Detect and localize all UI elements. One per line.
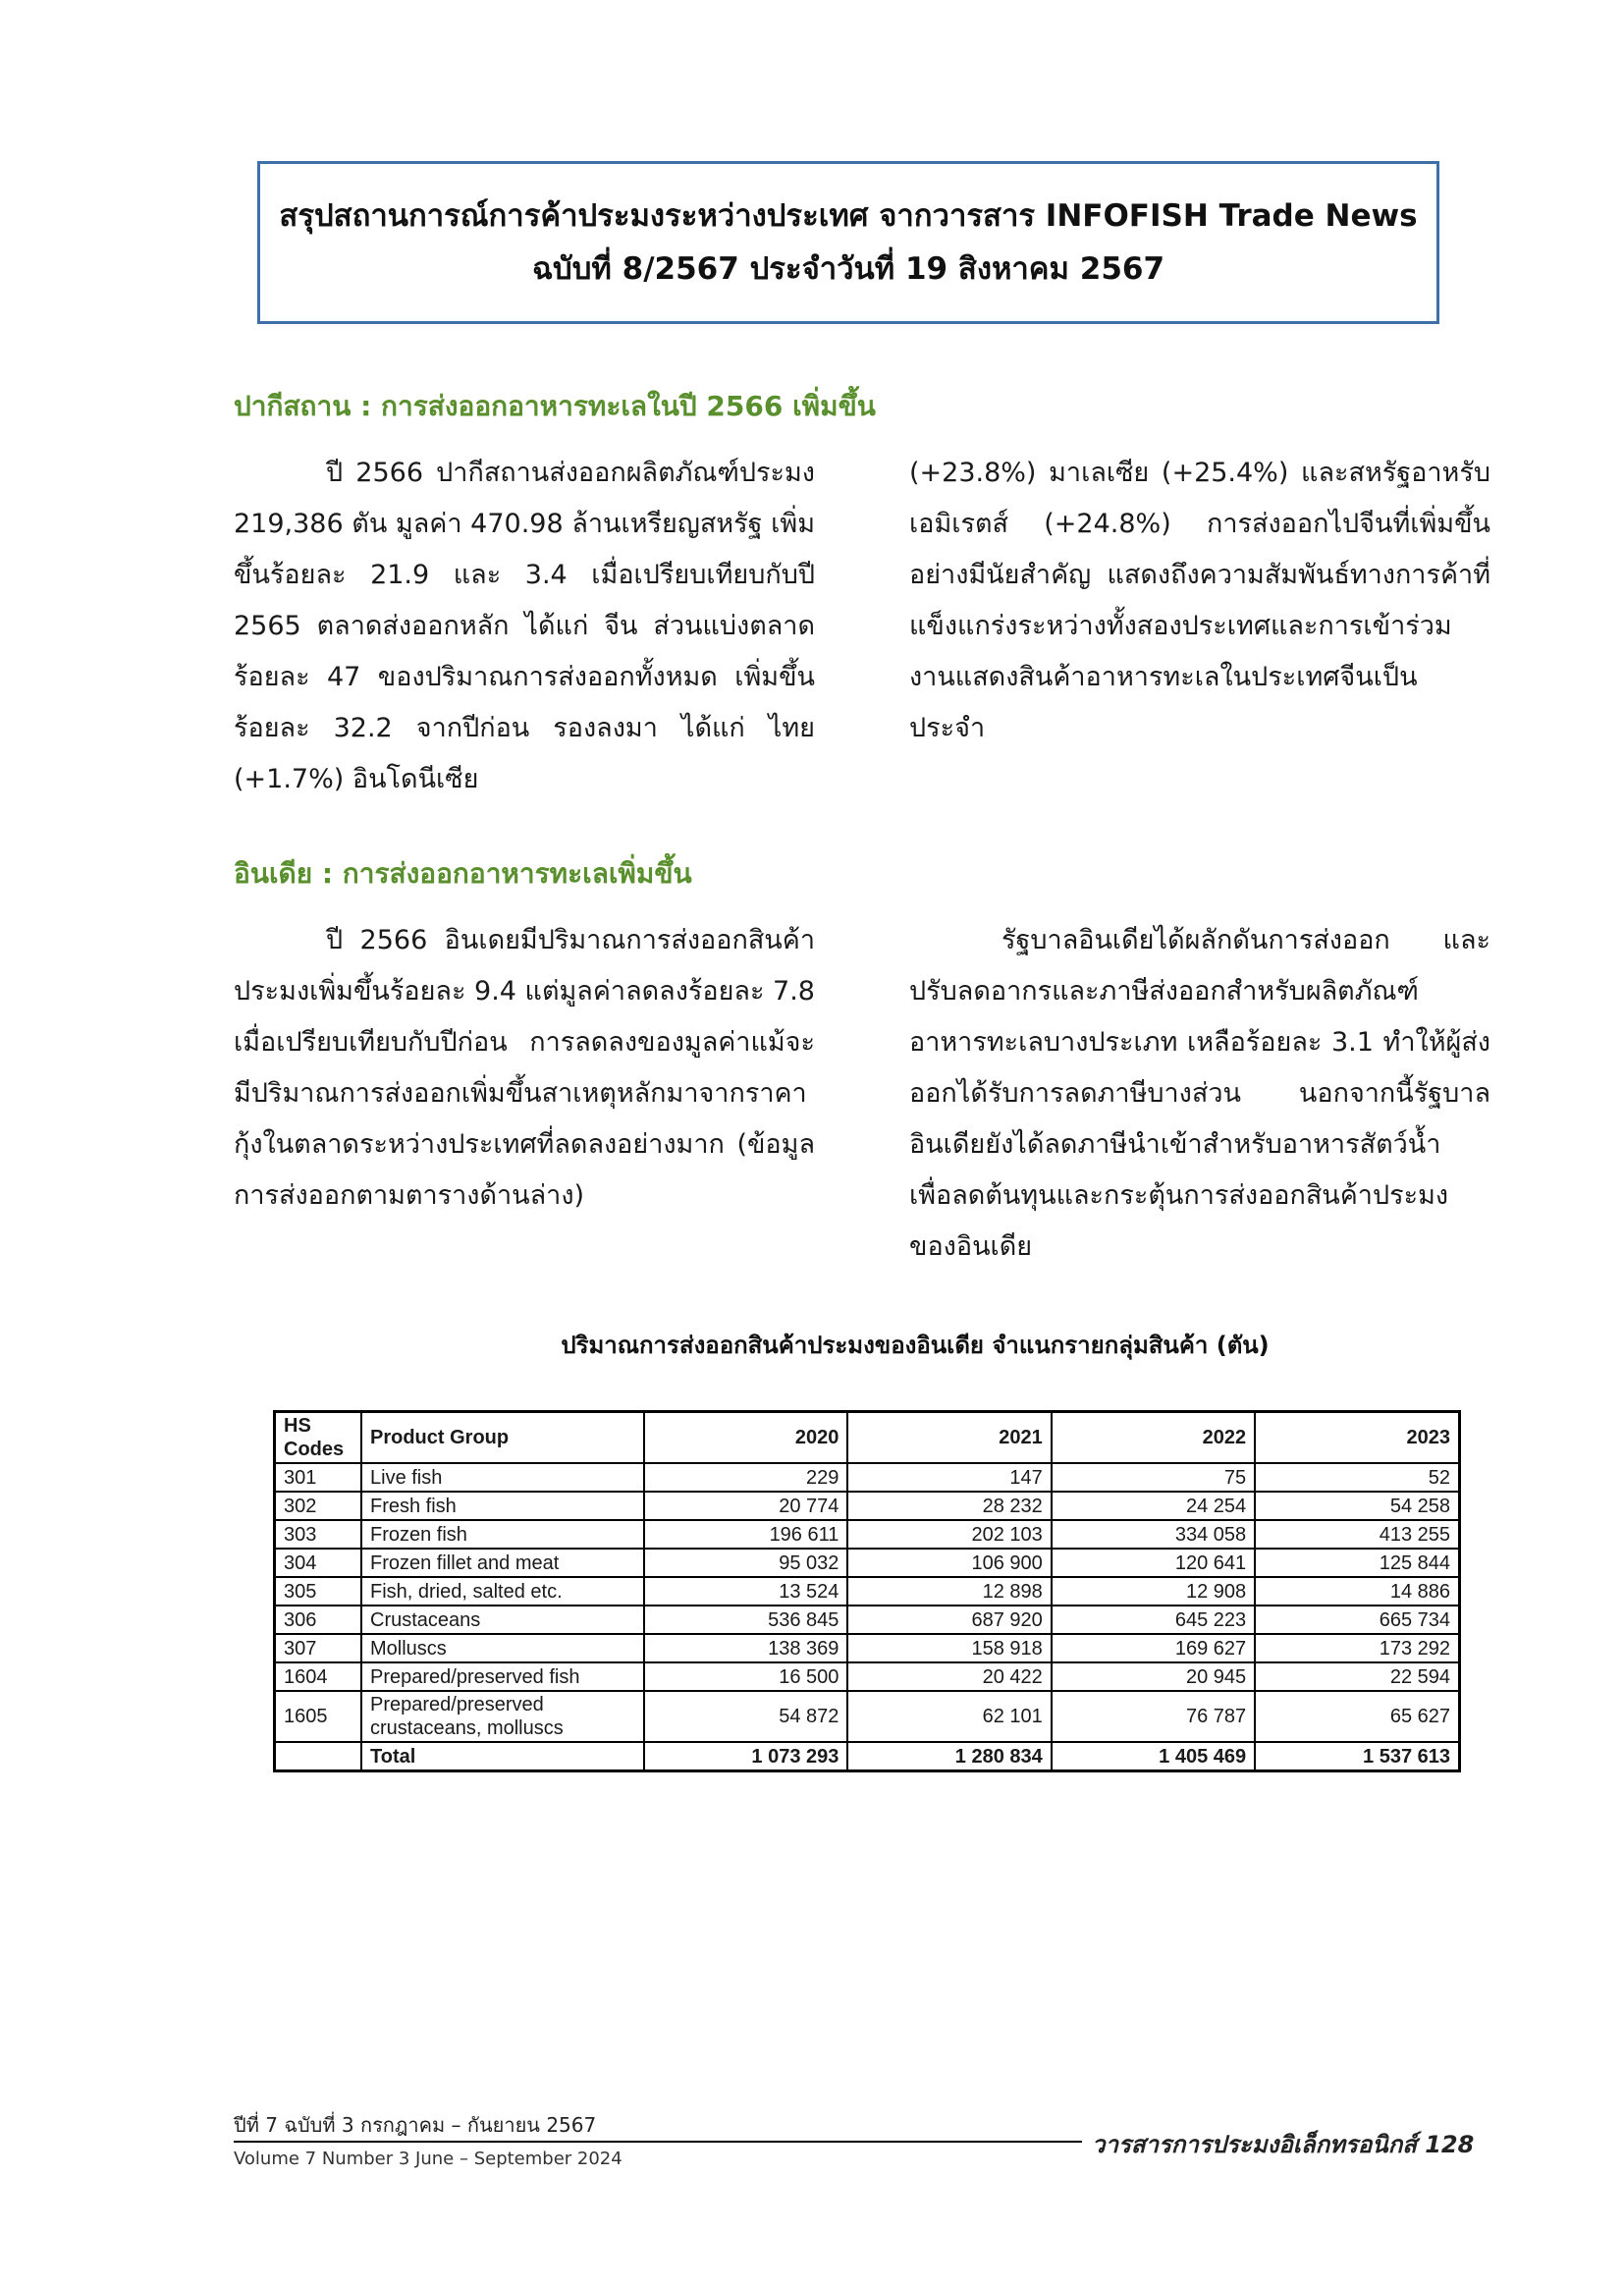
value-2022: 334 058 (1052, 1520, 1255, 1549)
table-row (275, 1549, 1460, 1577)
hs-code: 302 (275, 1492, 362, 1520)
table-total-row (275, 1742, 1460, 1771)
hs-code: 303 (275, 1520, 362, 1549)
product-group: Molluscs (361, 1634, 644, 1662)
value-2022: 12 908 (1052, 1577, 1255, 1606)
value-2022: 24 254 (1052, 1492, 1255, 1520)
footer-divider (234, 2141, 1082, 2143)
total-2022: 1 405 469 (1052, 1742, 1255, 1771)
hs-code: 304 (275, 1549, 362, 1577)
header-2022: 2022 (1052, 1412, 1255, 1464)
india-text-right (909, 915, 1490, 1273)
total-2023: 1 537 613 (1255, 1742, 1459, 1771)
value-2023: 52 (1255, 1463, 1459, 1492)
hs-code: 305 (275, 1577, 362, 1606)
value-2022: 169 627 (1052, 1634, 1255, 1662)
header-product-group: Product Group (361, 1412, 644, 1464)
value-2022: 75 (1052, 1463, 1255, 1492)
product-group: Frozen fish (361, 1520, 644, 1549)
pakistan-text-right: (+23.8%) มาเลเซีย (+25.4%) และสหรัฐอาหรับเอมิเรตส์ (+24.8%) การส่งออกไปจีนที่เพิ่มขึ้นอย่างมีนัยสำคัญ แสดงถึงความสัมพันธ์ทางการค้าที่แข็งแกร่งระหว่างทั้งสองประเทศและการเข้าร่วมงานแสดงสินค้าอาหารทะเลในประเทศจีนเป็นประจำ (909, 458, 1490, 743)
value-2020: 138 369 (644, 1634, 847, 1662)
total-2021: 1 280 834 (847, 1742, 1051, 1771)
table-header-row (275, 1412, 1460, 1464)
value-2021: 28 232 (847, 1492, 1051, 1520)
footer-journal-page: วารสารการประมงอิเล็กทรอนิกส์ 128 (1092, 2131, 1475, 2158)
hs-code: 306 (275, 1606, 362, 1634)
table-row (275, 1606, 1460, 1634)
value-2022: 120 641 (1052, 1549, 1255, 1577)
india-paragraph-left: ปี 2566 อินเดยมีปริมาณการส่งออกสินค้าประมงเพิ่มขึ้นร้อยละ 9.4 แต่มูลค่าลดลงร้อยละ 7.8 เมื่อเปรียบเทียบกับปีก่อน การลดลงของมูลค่าแม้จะมีปริมาณการส่งออกเพิ่มขึ้นสาเหตุหลักมาจากราคากุ้งในตลาดระหว่างประเทศที่ลดลงอย่างมาก (ข้อมูลการส่งออกตามตารางด้านล่าง) (234, 925, 815, 1211)
value-2021: 62 101 (847, 1691, 1051, 1742)
value-2023: 54 258 (1255, 1492, 1459, 1520)
hs-code: 1604 (275, 1662, 362, 1691)
value-2021: 202 103 (847, 1520, 1051, 1549)
india-export-table (273, 1410, 1461, 1772)
product-group: Fresh fish (361, 1492, 644, 1520)
value-2020: 20 774 (644, 1492, 847, 1520)
india-paragraph-right: รัฐบาลอินเดียได้ผลักดันการส่งออก และปรับลดอากรและภาษีส่งออกสำหรับผลิตภัณฑ์อาหารทะเลบางประเภท เหลือร้อยละ 3.1 ทำให้ผู้ส่งออกได้รับการลดภาษีบางส่วน นอกจากนี้รัฐบาลอินเดียยังได้ลดภาษีนำเข้าสำหรับอาหารสัตว์น้ำ เพื่อลดต้นทุนและกระตุ้นการส่งออกสินค้าประมงของอินเดีย (909, 925, 1490, 1262)
header-2023: 2023 (1255, 1412, 1459, 1464)
section-heading-india: อินเดีย : การส่งออกอาหารทะเลเพิ่มขึ้น (234, 857, 692, 890)
product-group: Prepared/preserved fish (361, 1662, 644, 1691)
title-line-2: ฉบับที่ 8/2567 ประจำวันที่ 19 สิงหาคม 2567 (531, 251, 1165, 287)
header-hs-codes: HS Codes (275, 1412, 362, 1464)
value-2023: 22 594 (1255, 1662, 1459, 1691)
footer-volume: Volume 7 Number 3 June – September 2024 (234, 2149, 623, 2169)
header-2021: 2021 (847, 1412, 1051, 1464)
table-row (275, 1662, 1460, 1691)
table-row (275, 1463, 1460, 1492)
value-2023: 125 844 (1255, 1549, 1459, 1577)
value-2021: 158 918 (847, 1634, 1051, 1662)
value-2022: 645 223 (1052, 1606, 1255, 1634)
product-group: Fish, dried, salted etc. (361, 1577, 644, 1606)
pakistan-text-left (234, 448, 815, 805)
product-group: Frozen fillet and meat (361, 1549, 644, 1577)
title-box (257, 161, 1439, 324)
table-row (275, 1520, 1460, 1549)
total-2020: 1 073 293 (644, 1742, 847, 1771)
table-row (275, 1492, 1460, 1520)
section-heading-pakistan: ปากีสถาน : การส่งออกอาหารทะเลในปี 2566 เพิ่มขึ้น (234, 390, 876, 422)
product-group: Live fish (361, 1463, 644, 1492)
value-2021: 20 422 (847, 1662, 1051, 1691)
value-2023: 14 886 (1255, 1577, 1459, 1606)
value-2022: 20 945 (1052, 1662, 1255, 1691)
value-2020: 16 500 (644, 1662, 847, 1691)
pakistan-paragraph-left: ปี 2566 ปากีสถานส่งออกผลิตภัณฑ์ประมง 219,386 ตัน มูลค่า 470.98 ล้านเหรียญสหรัฐ เพิ่มขึ้นร้อยละ 21.9 และ 3.4 เมื่อเปรียบเทียบกับปี 2565 ตลาดส่งออกหลัก ได้แก่ จีน ส่วนแบ่งตลาดร้อยละ 47 ของปริมาณการส่งออกทั้งหมด เพิ่มขึ้นร้อยละ 32.2 จากปีก่อน รองลงมา ได้แก่ ไทย (+1.7%) อินโดนีเซีย (234, 458, 815, 794)
value-2020: 196 611 (644, 1520, 847, 1549)
header-2020: 2020 (644, 1412, 847, 1464)
value-2020: 54 872 (644, 1691, 847, 1742)
value-2021: 12 898 (847, 1577, 1051, 1606)
hs-code: 1605 (275, 1691, 362, 1742)
value-2020: 536 845 (644, 1606, 847, 1634)
footer-issue: ปีที่ 7 ฉบับที่ 3 กรกฎาคม – กันยายน 2567 (234, 2113, 597, 2137)
total-label: Total (361, 1742, 644, 1771)
value-2021: 687 920 (847, 1606, 1051, 1634)
value-2023: 665 734 (1255, 1606, 1459, 1634)
title-line-1: สรุปสถานการณ์การค้าประมงระหว่างประเทศ จากวารสาร INFOFISH Trade News (279, 198, 1418, 234)
product-group: Crustaceans (361, 1606, 644, 1634)
table-row (275, 1691, 1460, 1742)
hs-code: 307 (275, 1634, 362, 1662)
table-row (275, 1577, 1460, 1606)
table-row (275, 1634, 1460, 1662)
value-2023: 173 292 (1255, 1634, 1459, 1662)
value-2021: 106 900 (847, 1549, 1051, 1577)
table-caption: ปริมาณการส่งออกสินค้าประมงของอินเดีย จำแนกรายกลุ่มสินค้า (ตัน) (561, 1332, 1270, 1359)
value-2020: 13 524 (644, 1577, 847, 1606)
value-2021: 147 (847, 1463, 1051, 1492)
value-2023: 65 627 (1255, 1691, 1459, 1742)
hs-code: 301 (275, 1463, 362, 1492)
value-2020: 229 (644, 1463, 847, 1492)
hs-code (275, 1742, 362, 1771)
value-2022: 76 787 (1052, 1691, 1255, 1742)
india-text-left (234, 915, 815, 1222)
product-group: Prepared/preserved crustaceans, molluscs (361, 1691, 644, 1742)
value-2020: 95 032 (644, 1549, 847, 1577)
value-2023: 413 255 (1255, 1520, 1459, 1549)
